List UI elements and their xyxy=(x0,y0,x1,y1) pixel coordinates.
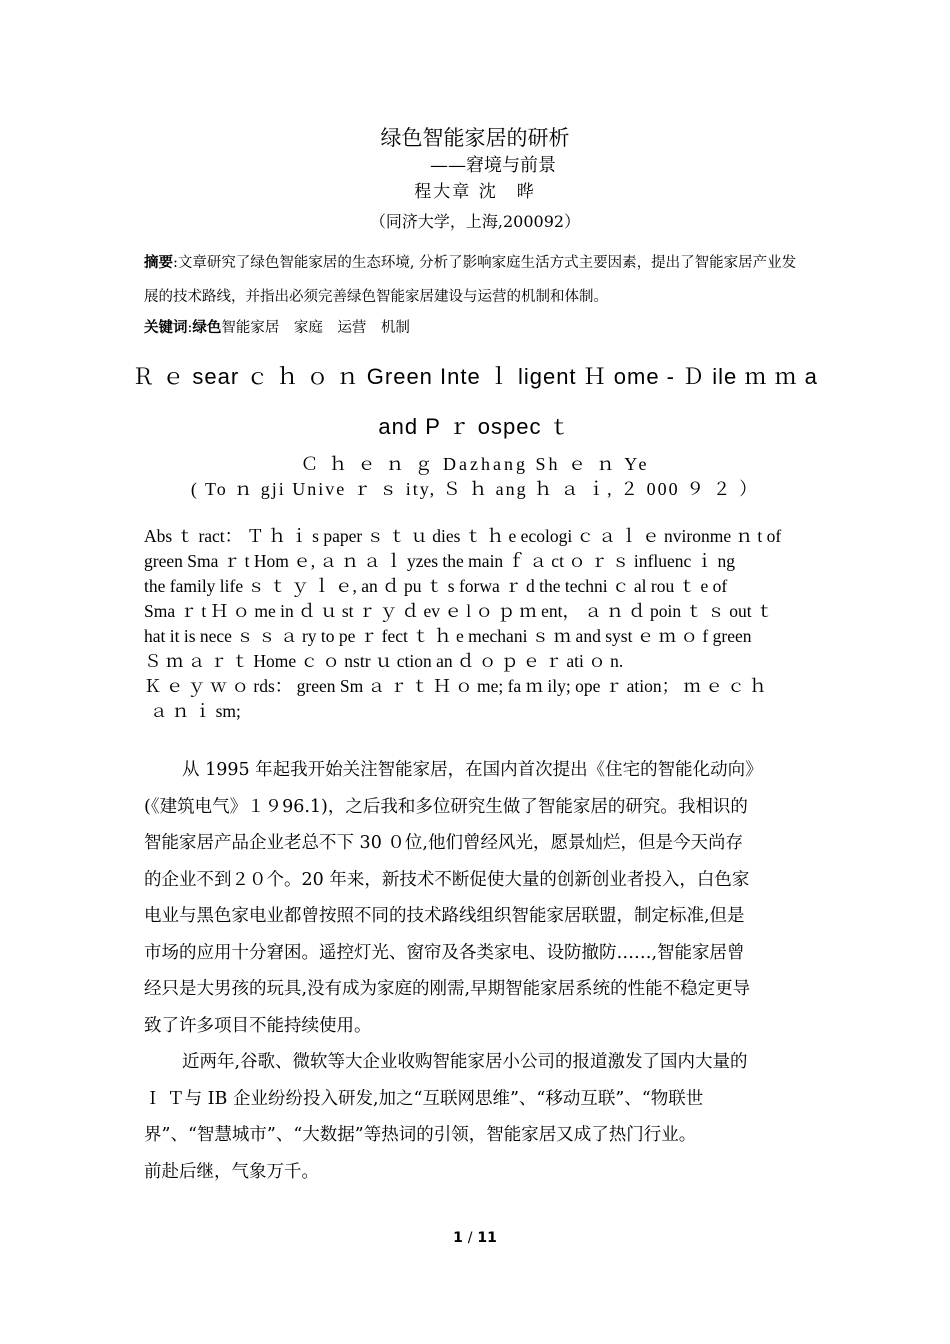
total-pages: 11 xyxy=(477,1230,497,1246)
page-number xyxy=(0,1230,950,1246)
keywords-bold: 绿色 xyxy=(192,320,222,336)
english-abstract-line: Abs ｔ ract： Ｔ ｈ ｉ s paper ｓ ｔ ｕ dies ｔ ｈ e ecologi ｃ ａ ｌ ｅ nvironme ｎ t of xyxy=(144,526,782,546)
english-title-line-2: and P ｒ ospec ｔ xyxy=(378,414,572,439)
paper-affiliation: （同济大学，上海,200092） xyxy=(369,212,581,231)
chinese-keywords xyxy=(144,316,410,337)
english-abstract-line: Ｓ ｍ ａ ｒ ｔ Home ｃ ｏ nstr ｕ ction an ｄ ｏ ｐ ｅ ｒ ati ｏ n. xyxy=(144,651,624,671)
english-keywords-line: ａ ｎ ｉ sm; xyxy=(150,701,241,721)
body-line: 经只是大男孩的玩具,没有成为家庭的刚需,早期智能家居系统的性能不稳定更导 xyxy=(144,979,751,999)
body-text xyxy=(144,752,808,1190)
body-line: (《建筑电气》１９96.1)，之后我和多位研究生做了智能家居的研究。我相识的 xyxy=(144,796,748,817)
body-line: 的企业不到２０个。20 年来，新技术不断促使大量的创新创业者投入，白色家 xyxy=(144,869,750,890)
english-affiliation: ( To ｎ gji Unive ｒ ｓ ity, Ｓ ｈ ang ｈ ａ ｉ, ２ 000 ９ ２ ） xyxy=(190,479,760,499)
english-abstract xyxy=(144,524,808,724)
body-line: 智能家居产品企业老总不下 30 ０位,他们曾经风光，愿景灿烂，但是今天尚存 xyxy=(144,833,743,853)
english-abstract-line: Sma ｒ t Ｈ ｏ me in ｄ ｕ st ｒ ｙ ｄ ev ｅ l ｏ ｐ ｍ ent， ａ ｎ ｄ poin ｔ ｓ out ｔ xyxy=(144,601,774,621)
abstract-text: 文章研究了绿色智能家居的生态环境, 分析了影响家庭生活方式主要因素，提出了智能家居产业发展的技术路线，并指出必须完善绿色智能家居建设与运营的机制和体制。 xyxy=(144,255,797,305)
english-authors: Ｃ ｈ ｅ ｎ ｇ Dazhang Sh ｅ ｎ Ye xyxy=(300,454,650,474)
english-abstract-line: hat it is nece ｓ ｓ ａ ry to pe ｒ fect ｔ ｈ e mechani ｓ ｍ and syst ｅ ｍ ｏ f green xyxy=(144,626,752,646)
body-line: 近两年,谷歌、微软等大企业收购智能家居小公司的报道激发了国内大量的 xyxy=(182,1052,748,1072)
paper-authors: 程大章 沈 晔 xyxy=(414,182,536,202)
paper-subtitle: ——窘境与前景 xyxy=(430,155,556,176)
body-line: 从 1995 年起我开始关注智能家居，在国内首次提出《住宅的智能化动向》 xyxy=(182,760,763,780)
english-abstract-line: green Sma ｒ t Hom ｅ, ａ ｎ ａ ｌ yzes the main ｆ ａ ct ｏ ｒ ｓ influenc ｉ ng xyxy=(144,551,736,571)
body-line: 界”、“智慧城市”、“大数据”等热词的引领，智能家居又成了热门行业。 xyxy=(144,1125,697,1145)
page-separator: / xyxy=(467,1230,473,1246)
english-title-line-1: Ｒ ｅ sear ｃ ｈ ｏ ｎ Green Inte ｌ ligent Ｈ ome - Ｄ ile ｍ ｍ a xyxy=(132,364,818,389)
body-line: 市场的应用十分窘困。遥控灯光、窗帘及各类家电、设防撤防……,智能家居曾 xyxy=(144,942,745,963)
paper-title: 绿色智能家居的研析 xyxy=(380,126,570,150)
body-line: 电业与黑色家电业都曾按照不同的技术路线组织智能家居联盟，制定标准,但是 xyxy=(144,906,745,926)
abstract-sep: : xyxy=(173,255,178,271)
body-line: 前赴后继，气象万千。 xyxy=(144,1161,319,1182)
abstract-label: 摘要 xyxy=(144,255,173,271)
body-line: Ｉ Ｔ与 IB 企业纷纷投入研发,加之“互联网思维”、“移动互联”、“物联世 xyxy=(144,1088,704,1109)
english-keywords-line: Ｋ ｅ ｙ ｗ ｏ rds： green Sm ａ ｒ ｔ Ｈ ｏ me; fa ｍ ily; ope ｒ ation； ｍ ｅ ｃ ｈ xyxy=(144,676,767,696)
keywords-sep: : xyxy=(187,320,193,336)
english-abstract-line: the family life ｓ ｔ ｙ ｌ ｅ, an ｄ pu ｔ s forwa ｒ d the techni ｃ al rou ｔ e of xyxy=(144,576,728,596)
chinese-abstract xyxy=(144,246,808,314)
keywords-text: 智能家居 家庭 运营 机制 xyxy=(221,320,410,336)
keywords-label: 关键词 xyxy=(144,320,188,336)
body-line: 致了许多项目不能持续使用。 xyxy=(144,1015,372,1036)
current-page: 1 xyxy=(453,1230,463,1246)
